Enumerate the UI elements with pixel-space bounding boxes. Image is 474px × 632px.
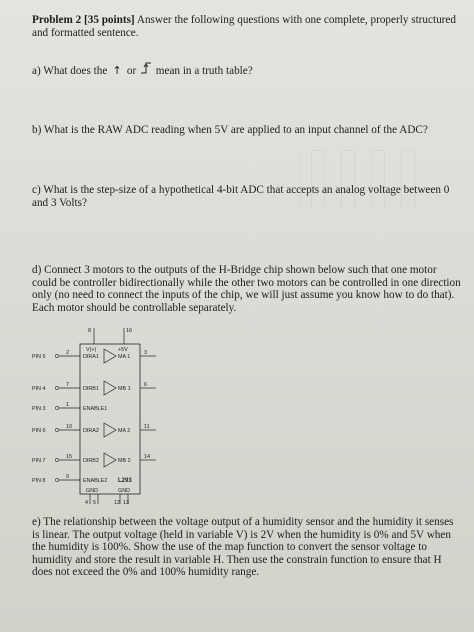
rising-edge-icon — [139, 62, 153, 78]
question-d: d) Connect 3 motors to the outputs of the H-Bridge chip shown below such that one motor could be controller bidirectionally while the other two motors can be controlled in one direction only (no need to connect the inputs of the chip, we will just assume you know how to do that). Each motor should be controllable separately. — [32, 264, 461, 314]
question-e: e) The relationship between the voltage output of a humidity sensor and the humidity it senses is linear. The output voltage (held in variable V) is 2V when the humidity is 0% and 5V when the humidity is 100%. Show the use of the map function to convert the sensor voltage to humidity and store the result in variable H. Then use the constrain function to ensure that H does not exceed the 0% and 100% humidity range. — [32, 516, 454, 579]
pin-name: PIN 3 — [32, 406, 46, 412]
output-label: MA 1 — [118, 354, 131, 360]
chip-body — [80, 344, 140, 494]
h-bridge-chip-diagram — [30, 324, 180, 508]
problem-points: [35 points] — [84, 14, 135, 26]
pin-number: 15 — [66, 454, 72, 460]
problem-header — [32, 14, 462, 39]
input-label: DIRB2 — [83, 458, 99, 464]
input-label: ENABLE2 — [83, 478, 108, 484]
pin-number: 2 — [66, 350, 69, 356]
pin-number: 10 — [66, 424, 72, 430]
up-arrow-icon: ↑ — [112, 64, 122, 77]
input-label: ENABLE1 — [83, 406, 108, 412]
gnd-label-1: GND — [86, 488, 98, 494]
input-terminal — [55, 428, 58, 431]
bottom-pin-4: 4 — [85, 500, 88, 506]
output-label: MB 2 — [118, 458, 131, 464]
top-pin-16: 16 — [126, 328, 132, 334]
input-label: DIRB1 — [83, 386, 99, 392]
input-terminal — [55, 386, 58, 389]
pin-number: 9 — [66, 474, 69, 480]
question-b: b) What is the RAW ADC reading when 5V are applied to an input channel of the ADC? — [32, 124, 428, 136]
input-terminal — [55, 478, 58, 481]
pin-name: PIN 8 — [32, 478, 46, 484]
output-pin-number: 3 — [144, 350, 147, 356]
buffer-triangle — [104, 423, 116, 437]
input-label: DIRA1 — [83, 354, 99, 360]
pin-number: 1 — [66, 402, 69, 408]
question-a-suffix: mean in a truth table? — [155, 65, 253, 77]
problem-instruction: Answer the following questions with one complete, properly structured and formatted sentence. — [32, 14, 456, 39]
vplus-label: V(+) — [86, 347, 97, 353]
pin-name: PIN 6 — [32, 428, 46, 434]
question-c: c) What is the step-size of a hypothetical 4-bit ADC that accepts an analog voltage between 0 and 3 Volts? — [32, 184, 450, 209]
top-pin-8: 8 — [88, 328, 91, 334]
chip-svg — [30, 324, 180, 508]
bottom-pin-12: 12 — [114, 500, 120, 506]
bottom-pin-13: 13 — [123, 500, 129, 506]
chip-name: L293 — [118, 478, 132, 484]
output-label: MA 2 — [118, 428, 131, 434]
problem-title: Problem 2 — [32, 14, 82, 26]
question-a-prefix: a) What does the — [32, 65, 108, 77]
question-a-or: or — [126, 65, 137, 77]
buffer-triangle — [104, 381, 116, 395]
input-label: DIRA2 — [83, 428, 99, 434]
input-terminal — [55, 354, 58, 357]
bottom-pin-5: 5 — [93, 500, 96, 506]
question-a — [32, 62, 462, 78]
buffer-triangle — [104, 349, 116, 363]
pin-number: 7 — [66, 382, 69, 388]
output-pin-number: 6 — [144, 382, 147, 388]
output-pin-number: 14 — [144, 454, 150, 460]
pin-name: PIN 7 — [32, 458, 46, 464]
pin-name: PIN 4 — [32, 386, 46, 392]
input-terminal — [55, 458, 58, 461]
buffer-triangle — [104, 453, 116, 467]
output-label: MB 1 — [118, 386, 131, 392]
output-pin-number: 11 — [144, 424, 150, 430]
plus5v-label: +5V — [118, 347, 128, 353]
gnd-label-2: GND — [118, 488, 130, 494]
input-terminal — [55, 406, 58, 409]
pin-name: PIN 5 — [32, 354, 46, 360]
